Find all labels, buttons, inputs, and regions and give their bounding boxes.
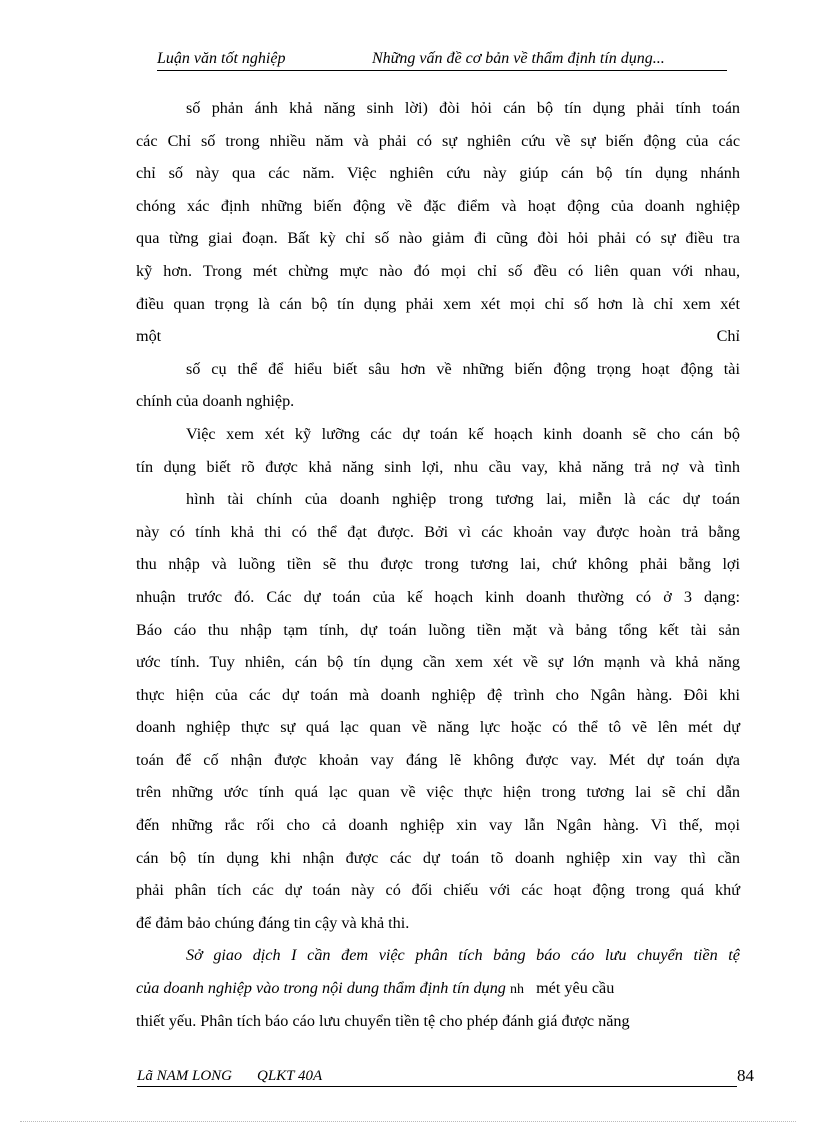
text-line: kỹ hơn. Trong mét chừng mực nào đó mọi chỉ số đều có liên quan với nhau, xyxy=(136,261,740,280)
text-line: thiết yếu. Phân tích báo cáo lưu chuyển tiền tệ cho phép đánh giá được năng xyxy=(136,1011,630,1030)
text-line: tín dụng biết rõ được khả năng sinh lợi, nhu cầu vay, khả năng trả nợ và tình xyxy=(136,457,740,476)
footer-class: QLKT 40A xyxy=(257,1068,323,1084)
text-line: cán bộ tín dụng khi nhận được các dự toán tõ doanh nghiệp xin vay thì cần xyxy=(136,848,740,867)
text-line: phải phân tích các dự toán này có đối chiếu với các hoạt động trong quá khứ xyxy=(136,881,740,900)
header-rule xyxy=(157,70,727,71)
text-line: ước tính. Tuy nhiên, cán bộ tín dụng cần xem xét về sự lớn mạnh và khả năng xyxy=(136,653,740,672)
page-edge-divider xyxy=(20,1121,796,1122)
text-line: số phản ánh khả năng sinh lời) đòi hỏi cán bộ tín dụng phải tính toán xyxy=(186,99,740,117)
body-text xyxy=(136,92,740,1037)
mixed-text-line xyxy=(136,972,740,1005)
text-line: này có tính khả thi có thể đạt được. Bởi vì các khoản vay được hoàn trả bằng xyxy=(136,522,740,541)
text-line: qua từng giai đoạn. Bất kỳ chỉ số nào giảm đi cũng đòi hỏi phải có sự điều tra xyxy=(136,229,740,248)
text-line: thu nhập và luồng tiền sẽ thu được trong tương lai, chứ không phải bằng lợi xyxy=(136,555,740,574)
text-line: số cụ thể để hiểu biết sâu hơn về những biến động trọng hoạt động tài xyxy=(186,359,740,378)
page-header xyxy=(137,50,737,72)
text-line: chỉ số này qua các năm. Việc nghiên cứu này giúp cán bộ tín dụng nhánh xyxy=(136,164,740,183)
text-line: đến những rắc rối cho cả doanh nghiệp xin vay lẫn Ngân hàng. Vì thế, mọi xyxy=(136,816,740,835)
text-line: trên những ước tính quá lạc quan về việc thực hiện trong tương lai sẽ chỉ dẫn xyxy=(136,783,740,802)
text-line: doanh nghiệp thực sự quá lạc quan về năng lực hoặc có thể tô vẽ lên mét dự xyxy=(136,718,740,737)
text-line: Báo cáo thu nhập tạm tính, dự toán luồng tiền mặt và bảng tổng kết tài sản xyxy=(136,620,740,639)
page-number: 84 xyxy=(737,1066,754,1085)
split-left-word: một xyxy=(136,327,162,346)
text-line: điều quan trọng là cán bộ tín dụng phải xem xét mọi chỉ số hơn là chỉ xem xét xyxy=(136,294,740,313)
header-chapter-title: Những vấn đề cơ bản về thẩm định tín dụng... xyxy=(372,50,665,67)
text-line: nhuận trước đó. Các dự toán của kế hoạch kinh doanh thường có ở 3 dạng: xyxy=(136,587,740,606)
normal-fragment: mét yêu cầu xyxy=(536,979,615,998)
text-line: thực hiện của các dự toán mà doanh nghiệp đệ trình cho Ngân hàng. Đôi khi xyxy=(136,685,740,704)
small-fragment: nh xyxy=(509,982,524,998)
text-line: chóng xác định những biến động về đặc điểm và hoạt động của doanh nghiệp xyxy=(136,196,740,215)
text-line: các Chỉ số trong nhiều năm và phải có sự nghiên cứu về sự biến động của các xyxy=(136,131,740,150)
text-line: Việc xem xét kỹ lưỡng các dự toán kế hoạch kinh doanh sẽ cho cán bộ xyxy=(186,424,740,443)
text-line-split xyxy=(136,320,740,353)
italic-text-line: Sở giao dịch I cần đem việc phân tích bảng báo cáo lưu chuyển tiền tệ xyxy=(186,946,740,965)
text-line: để đảm bảo chúng đáng tin cậy và khả thi. xyxy=(136,913,410,932)
text-line: toán để cố nhận được khoản vay đáng lẽ không được vay. Mét dự toán dựa xyxy=(136,750,740,769)
text-line: hình tài chính của doanh nghiệp trong tương lai, miễn là các dự toán xyxy=(186,490,740,509)
split-right-word: Chỉ xyxy=(716,327,740,346)
header-thesis-label: Luận văn tốt nghiệp xyxy=(157,50,286,67)
italic-fragment: của doanh nghiệp vào trong nội dung thẩm định tín dụng xyxy=(136,979,506,998)
footer-rule xyxy=(137,1086,737,1087)
text-line: chính của doanh nghiệp. xyxy=(136,392,295,411)
footer-author: Lã NAM LONG xyxy=(137,1068,233,1084)
